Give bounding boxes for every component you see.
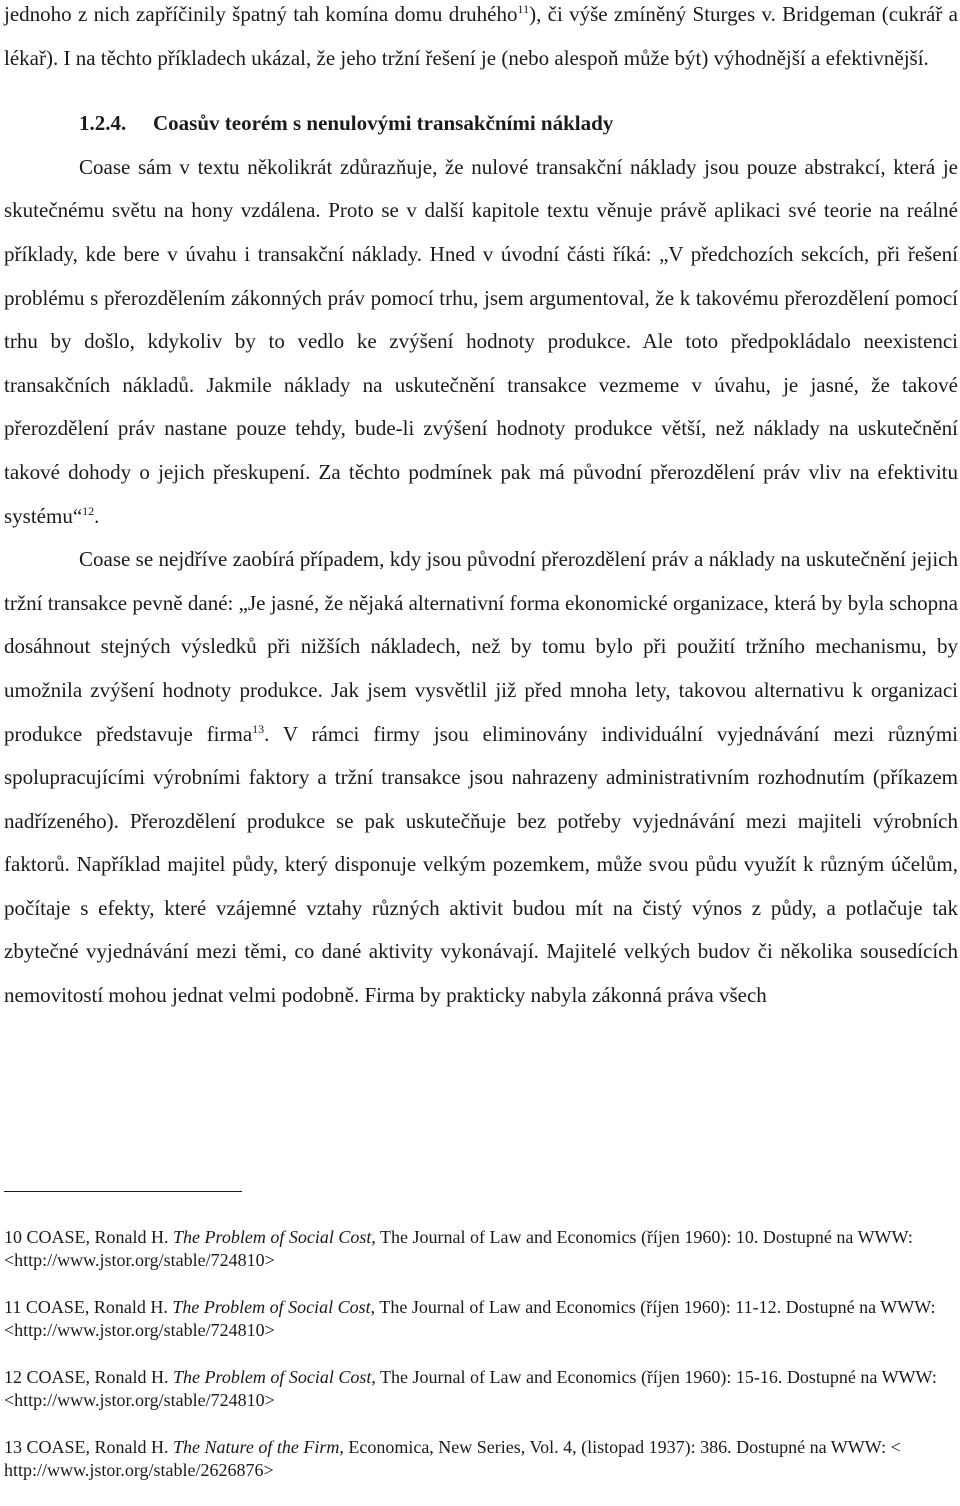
footnote-lead: 13 COASE, Ronald H. bbox=[4, 1437, 174, 1457]
footnote-10 bbox=[4, 1226, 944, 1272]
continuation-paragraph bbox=[4, 0, 958, 80]
footnote-tail: , The Journal of Law and Economics (říjen 1960): 15-16. Dostupné na WWW: <http://www.jstor.org/stable/724810> bbox=[4, 1367, 937, 1410]
footnote-13 bbox=[4, 1436, 944, 1482]
footnote-ref-13[interactable]: 13 bbox=[252, 721, 265, 736]
footnotes bbox=[4, 1226, 944, 1506]
footnote-lead: 10 COASE, Ronald H. bbox=[4, 1227, 174, 1247]
footnote-title: The Problem of Social Cost bbox=[173, 1367, 372, 1387]
footnote-tail: , The Journal of Law and Economics (říjen 1960): 10. Dostupné na WWW: <http://www.jstor.org/stable/724810> bbox=[4, 1227, 913, 1270]
footnote-title: The Nature of the Firm bbox=[173, 1437, 340, 1457]
footnote-lead: 11 COASE, Ronald H. bbox=[4, 1297, 173, 1317]
footnote-title: The Problem of Social Cost bbox=[172, 1297, 371, 1317]
footnote-lead: 12 COASE, Ronald H. bbox=[4, 1367, 174, 1387]
footnote-tail: , The Journal of Law and Economics (říjen 1960): 11-12. Dostupné na WWW: <http://www.jstor.org/stable/724810> bbox=[4, 1297, 936, 1340]
footnote-ref-11[interactable]: 11 bbox=[517, 2, 530, 16]
section-heading bbox=[4, 102, 958, 146]
footnote-12 bbox=[4, 1366, 944, 1412]
document-page bbox=[4, 0, 958, 1018]
footnote-tail: , Economica, New Series, Vol. 4, (listopad 1937): 386. Dostupné na WWW: < http://www.jstor.org/stable/2626876> bbox=[4, 1437, 901, 1480]
body-paragraph bbox=[4, 146, 958, 538]
paragraph-text: Coase sám v textu několikrát zdůrazňuje, že nulové transakční náklady jsou pouze abstrakcí, která je skutečnému světu na hony vzdálena. Proto se v další kapitole textu věnuje právě aplikaci své teorie na reálné příklady, kde bere v úvahu i transakční náklady. Hned v úvodní části říká: „V předchozích sekcích, při řešení problému s přerozdělením zákonných práv pomocí trhu, jsem argumentoval, že k takovému přerozdělení pomocí trhu by došlo, kdykoliv by to vedlo ke zvýšení hodnoty produkce. Ale toto předpokládalo neexistenci transakčních nákladů. Jakmile náklady na uskutečnění transakce vezmeme v úvahu, je jasné, že takové přerozdělení práv nastane pouze tehdy, bude-li zvýšení hodnoty produkce větší, než náklady na uskutečnění takové dohody o jejich přeskupení. Za těchto podmínek pak má původní přerozdělení práv vliv na efektivitu systému“ bbox=[4, 154, 958, 528]
footnote-title: The Problem of Social Cost bbox=[173, 1227, 372, 1247]
paragraph-text: jednoho z nich zapříčinily špatný tah komína domu druhého bbox=[4, 2, 518, 26]
section-title: Coasův teorém s nenulovými transakčními náklady bbox=[153, 111, 614, 136]
body-paragraph bbox=[4, 538, 958, 1018]
section-number: 1.2.4. bbox=[79, 111, 127, 136]
footnote-ref-12[interactable]: 12 bbox=[82, 503, 95, 518]
paragraph-text: Coase se nejdříve zaobírá případem, kdy jsou původní přerozdělení práv a náklady na uskutečnění jejich tržní transakce pevně dané: „Je jasné, že nějaká alternativní forma ekonomické organizace, která by byla schopna dosáhnout stejných výsledků při nižších nákladech, než by tomu bylo při použití tržního mechanismu, by umožnila zvýšení hodnoty produkce. Jak jsem vysvětlil již před mnoha lety, takovou alternativu k organizaci produkce představuje firma bbox=[4, 547, 958, 746]
footnote-11 bbox=[4, 1296, 944, 1342]
paragraph-text: . V rámci firmy jsou eliminovány individuální vyjednávání mezi různými spolupracujícími výrobními faktory a tržní transakce jsou nahrazeny administrativním rozhodnutím (příkazem nadřízeného). Přerozdělení produkce se pak uskutečňuje bez potřeby vyjednávání mezi majiteli výrobních faktorů. Například majitel půdy, který disponuje velkým pozemkem, může svou půdu využít k různým účelům, počítaje s efekty, které vzájemné vztahy různých aktivit budou mít na čistý výnos z půdy, a potlačuje tak zbytečné vyjednávání mezi těmi, co dané aktivity vykonávají. Majitelé velkých budov či několika sousedících nemovitostí mohou jednat velmi podobně. Firma by prakticky nabyla zákonná práva všech bbox=[4, 721, 958, 1008]
paragraph-text: ), či výše zmíněný Sturges v. Bridgeman (cukrář a lékař). I na těchto příkladech ukázal, že jeho tržní řešení je (nebo alespoň může být) výhodnější a efektivnější. bbox=[4, 2, 959, 70]
paragraph-end: . bbox=[94, 503, 100, 528]
footnote-separator bbox=[4, 1191, 242, 1192]
